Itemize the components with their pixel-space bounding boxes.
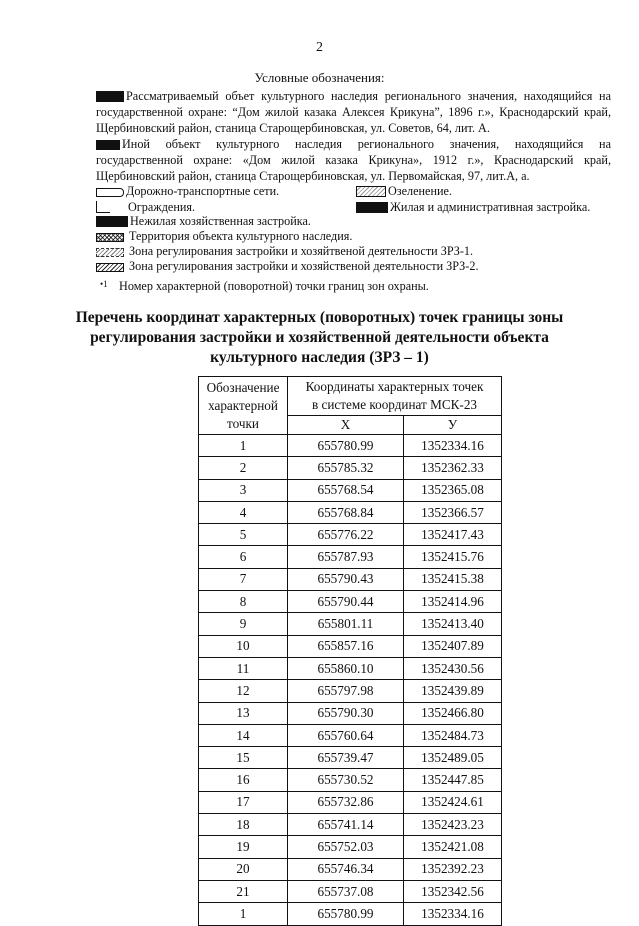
y-coordinate-cell: 1352414.96 [404,591,502,613]
legend-road-text: Дорожно-транспортные сети. [126,184,280,198]
coordinates-table [198,376,502,926]
table-row [199,903,502,925]
table-row [199,546,502,568]
legend-item-other-object-text: Иной объект культурного наследия регионального значения, находящийся на государственной охране: «Дом жилой казака Крикуна», 1912 г.», Краснодарский край, Щербиновский район, станица Старощербиновская, ул. Первомайская, 97, лит.А, а. [96,137,611,183]
point-number-cell: 12 [199,680,288,702]
point-number-cell: 5 [199,524,288,546]
header-y: У [404,416,502,435]
y-coordinate-cell: 1352439.89 [404,680,502,702]
legend-item-greenery [356,183,452,199]
x-coordinate-cell: 655732.86 [288,791,404,813]
y-coordinate-cell: 1352466.80 [404,702,502,724]
x-coordinate-cell: 655760.64 [288,724,404,746]
legend-item-road [96,183,279,199]
legend-item-main-object [96,88,611,136]
legend-title: Условные обозначения: [254,70,385,85]
legend-item-point [100,276,429,294]
black-fill-swatch-icon [356,202,388,213]
table-row [199,880,502,902]
y-coordinate-cell: 1352415.76 [404,546,502,568]
black-fill-swatch-icon [96,91,124,102]
x-coordinate-cell: 655768.54 [288,479,404,501]
y-coordinate-cell: 1352489.05 [404,747,502,769]
y-coordinate-cell: 1352417.43 [404,524,502,546]
table-row [199,479,502,501]
point-number-cell: 2 [199,457,288,479]
road-outline-swatch-icon [96,188,124,197]
legend-fence-text: Ограждения. [128,200,196,214]
legend-item-zrz1 [96,243,473,259]
point-number-cell: 1 [199,435,288,457]
diagonal-hatch-swatch-icon [96,263,124,272]
table-heading-line-1: Перечень координат характерных (поворотных) точек границы зоны [75,309,564,326]
header-point-line-1: Обозначение [206,379,280,395]
legend-greenery-text: Озеленение. [388,184,452,198]
point-number-cell: 10 [199,635,288,657]
table-row [199,680,502,702]
legend-item-heritage-territory [96,228,352,244]
y-coordinate-cell: 1352447.85 [404,769,502,791]
point-number-cell: 11 [199,657,288,679]
legend-item-main-object-text: Рассматриваемый объет культурного наследия регионального значения, находящийся на государственной охране: “Дом жилой казака Алексея Крикуна”, 1896 г.», Краснодарский край, Щербиновский район, станица Старощербиновская, ул. Советов, 64, лит. А. [96,89,611,135]
header-coords-line-1: Координаты характерных точек [305,379,484,394]
x-coordinate-cell: 655739.47 [288,747,404,769]
y-coordinate-cell: 1352362.33 [404,457,502,479]
y-coordinate-cell: 1352430.56 [404,657,502,679]
point-number-cell: 7 [199,568,288,590]
legend-residential-text: Жилая и административная застройка. [390,200,591,214]
x-coordinate-cell: 655746.34 [288,858,404,880]
y-coordinate-cell: 1352334.16 [404,903,502,925]
y-coordinate-cell: 1352366.57 [404,501,502,523]
x-coordinate-cell: 655768.84 [288,501,404,523]
x-coordinate-cell: 655780.99 [288,435,404,457]
point-number-cell: 14 [199,724,288,746]
point-number-cell: 8 [199,591,288,613]
legend-item-residential [356,199,590,215]
point-number-cell: 15 [199,747,288,769]
table-row [199,435,502,457]
x-coordinate-cell: 655790.30 [288,702,404,724]
header-x: Х [288,416,404,435]
table-row [199,613,502,635]
fence-line-swatch-icon [96,201,110,213]
table-row [199,501,502,523]
y-coordinate-cell: 1352424.61 [404,791,502,813]
table-row [199,836,502,858]
table-row [199,814,502,836]
x-coordinate-cell: 655752.03 [288,836,404,858]
x-coordinate-cell: 655776.22 [288,524,404,546]
point-number-cell: 18 [199,814,288,836]
x-coordinate-cell: 655737.08 [288,880,404,902]
y-coordinate-cell: 1352392.23 [404,858,502,880]
table-row [199,791,502,813]
point-number-cell: 1 [199,903,288,925]
table-row [199,591,502,613]
header-point-line-2: характерной [208,397,278,413]
legend-item-zrz2 [96,258,479,274]
y-coordinate-cell: 1352407.89 [404,635,502,657]
table-row [199,747,502,769]
x-coordinate-cell: 655790.44 [288,591,404,613]
y-coordinate-cell: 1352334.16 [404,435,502,457]
page-number: 2 [316,40,323,55]
table-row [199,457,502,479]
table-heading [0,308,639,368]
x-coordinate-cell: 655741.14 [288,814,404,836]
table-row [199,858,502,880]
x-coordinate-cell: 655780.99 [288,903,404,925]
table-row [199,568,502,590]
dashed-hatch-swatch-icon [96,248,124,257]
black-fill-swatch-icon [96,216,128,227]
point-number-cell: 16 [199,769,288,791]
point-number-cell: 6 [199,546,288,568]
y-coordinate-cell: 1352415.38 [404,568,502,590]
table-heading-line-2: регулирования застройки и хозяйственной деятельности объекта [90,329,549,346]
y-coordinate-cell: 1352365.08 [404,479,502,501]
y-coordinate-cell: 1352413.40 [404,613,502,635]
point-number-cell: 9 [199,613,288,635]
header-point-designation [199,377,288,435]
x-coordinate-cell: 655801.11 [288,613,404,635]
y-coordinate-cell: 1352342.56 [404,880,502,902]
point-number-cell: 4 [199,501,288,523]
x-coordinate-cell: 655790.43 [288,568,404,590]
point-number-cell: 13 [199,702,288,724]
x-coordinate-cell: 655860.10 [288,657,404,679]
x-coordinate-cell: 655797.98 [288,680,404,702]
x-coordinate-cell: 655785.32 [288,457,404,479]
legend-zrz1-text: Зона регулирования застройки и хозяйтвеной деятельности ЗРЗ-1. [129,244,474,258]
crosshatch-swatch-icon [96,233,124,242]
y-coordinate-cell: 1352484.73 [404,724,502,746]
table-row [199,635,502,657]
legend-zrz2-text: Зона регулирования застройки и хозяйственой деятельности ЗРЗ-2. [129,259,479,273]
point-number-cell: 3 [199,479,288,501]
header-coordinates [288,377,502,416]
table-row [199,524,502,546]
legend-item-other-object [96,136,611,184]
legend-item-nonresidential [96,213,311,229]
point-number-cell: 21 [199,880,288,902]
y-coordinate-cell: 1352421.08 [404,836,502,858]
header-coords-line-2: в системе координат МСК-23 [311,397,478,412]
point-marker-icon: •1 [100,279,108,289]
point-number-cell: 17 [199,791,288,813]
legend-heritage-territory-text: Территория объекта культурного наследия. [129,229,353,243]
point-marker-label: 1 [103,279,108,289]
x-coordinate-cell: 655730.52 [288,769,404,791]
legend-point-text: Номер характерной (поворотной) точки границ зон охраны. [119,279,429,293]
point-number-cell: 20 [199,858,288,880]
greenery-hatch-swatch-icon [356,186,386,197]
x-coordinate-cell: 655787.93 [288,546,404,568]
black-fill-swatch-icon [96,140,120,150]
table-row [199,657,502,679]
x-coordinate-cell: 655857.16 [288,635,404,657]
header-point-line-3: точки [227,415,259,431]
legend-nonresidential-text: Нежилая хозяйственная застройка. [130,214,311,228]
y-coordinate-cell: 1352423.23 [404,814,502,836]
point-number-cell: 19 [199,836,288,858]
coordinates-table-body [199,435,502,926]
table-row [199,769,502,791]
table-heading-line-3: культурного наследия (ЗРЗ – 1) [210,349,429,366]
table-row [199,702,502,724]
table-row [199,724,502,746]
